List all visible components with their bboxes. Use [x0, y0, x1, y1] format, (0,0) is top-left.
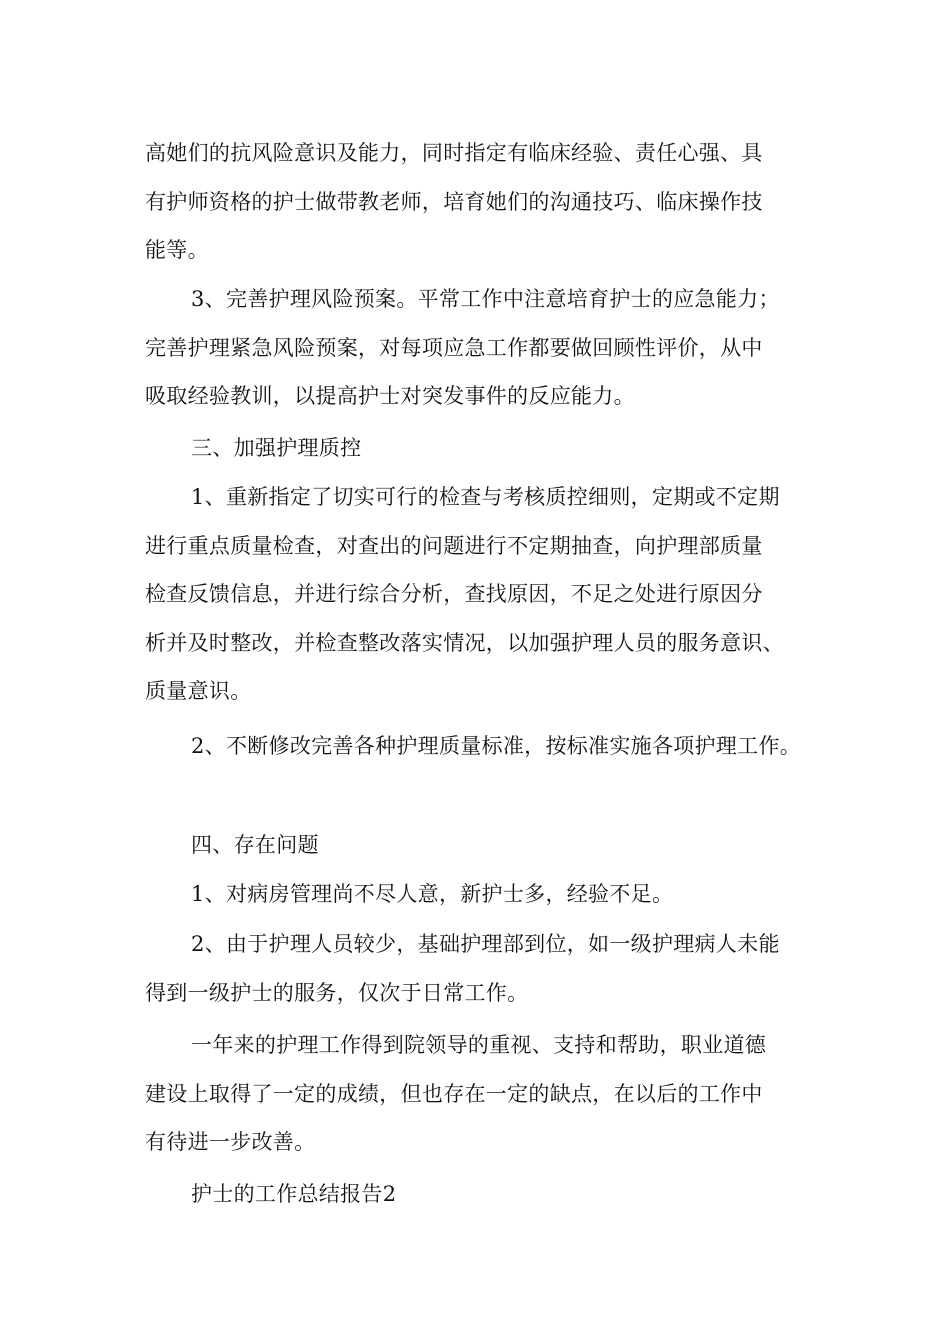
paragraph-year-summary: [145, 1021, 825, 1167]
text-line: 得到一级护士的服务，仅次于日常工作。: [145, 980, 529, 1005]
text-line: 四、存在问题: [191, 833, 319, 857]
paragraph-quality-inspection: [145, 473, 825, 716]
report-title-2: [145, 1170, 825, 1219]
paragraph-staff-shortage: [145, 920, 825, 1017]
text-line: 3、完善护理风险预案。平常工作中注意培育护士的应急能力；: [191, 287, 780, 311]
text-line: 1、对病房管理尚不尽人意，新护士多，经验不足。: [191, 882, 674, 906]
text-line: 质量意识。: [145, 679, 252, 703]
text-line: 有护师资格的护士做带教老师，培育她们的沟通技巧、临床操作技: [145, 189, 763, 214]
text-line: 进行重点质量检查，对查出的问题进行不定期抽查，向护理部质量: [145, 533, 763, 558]
text-line: 2、由于护理人员较少，基础护理部到位，如一级护理病人未能: [191, 932, 780, 956]
paragraph-ward-management: [145, 870, 825, 919]
text-line: 吸取经验教训，以提高护士对突发事件的反应能力。: [145, 384, 635, 408]
text-line: 建设上取得了一定的成绩，但也存在一定的缺点，在以后的工作中: [145, 1081, 763, 1106]
text-line: 1、重新指定了切实可行的检查与考核质控细则，定期或不定期: [191, 485, 780, 509]
text-line: 有待进一步改善。: [145, 1130, 316, 1154]
text-line: 2、不断修改完善各种护理质量标准，按标准实施各项护理工作。: [191, 734, 802, 758]
text-line: 高她们的抗风险意识及能力，同时指定有临床经验、责任心强、具: [145, 141, 763, 165]
section-heading-existing-problems: [145, 821, 825, 870]
text-line: 护士的工作总结报告2: [191, 1182, 397, 1206]
text-line: 检查反馈信息，并进行综合分析，查找原因，不足之处进行原因分: [145, 582, 763, 606]
text-line: 完善护理紧急风险预案，对每项应急工作都要做回顾性评价，从中: [145, 335, 763, 360]
paragraph-risk-awareness: [145, 129, 825, 275]
text-line: 一年来的护理工作得到院领导的重视、支持和帮助，职业道德: [191, 1033, 767, 1057]
text-line: 三、加强护理质控: [191, 436, 362, 460]
paragraph-quality-standards: [145, 722, 825, 771]
paragraph-risk-plan: [145, 275, 825, 421]
text-line: 析并及时整改，并检查整改落实情况，以加强护理人员的服务意识、: [145, 630, 784, 655]
section-heading-quality-control: [145, 424, 825, 473]
text-line: 能等。: [145, 238, 209, 262]
